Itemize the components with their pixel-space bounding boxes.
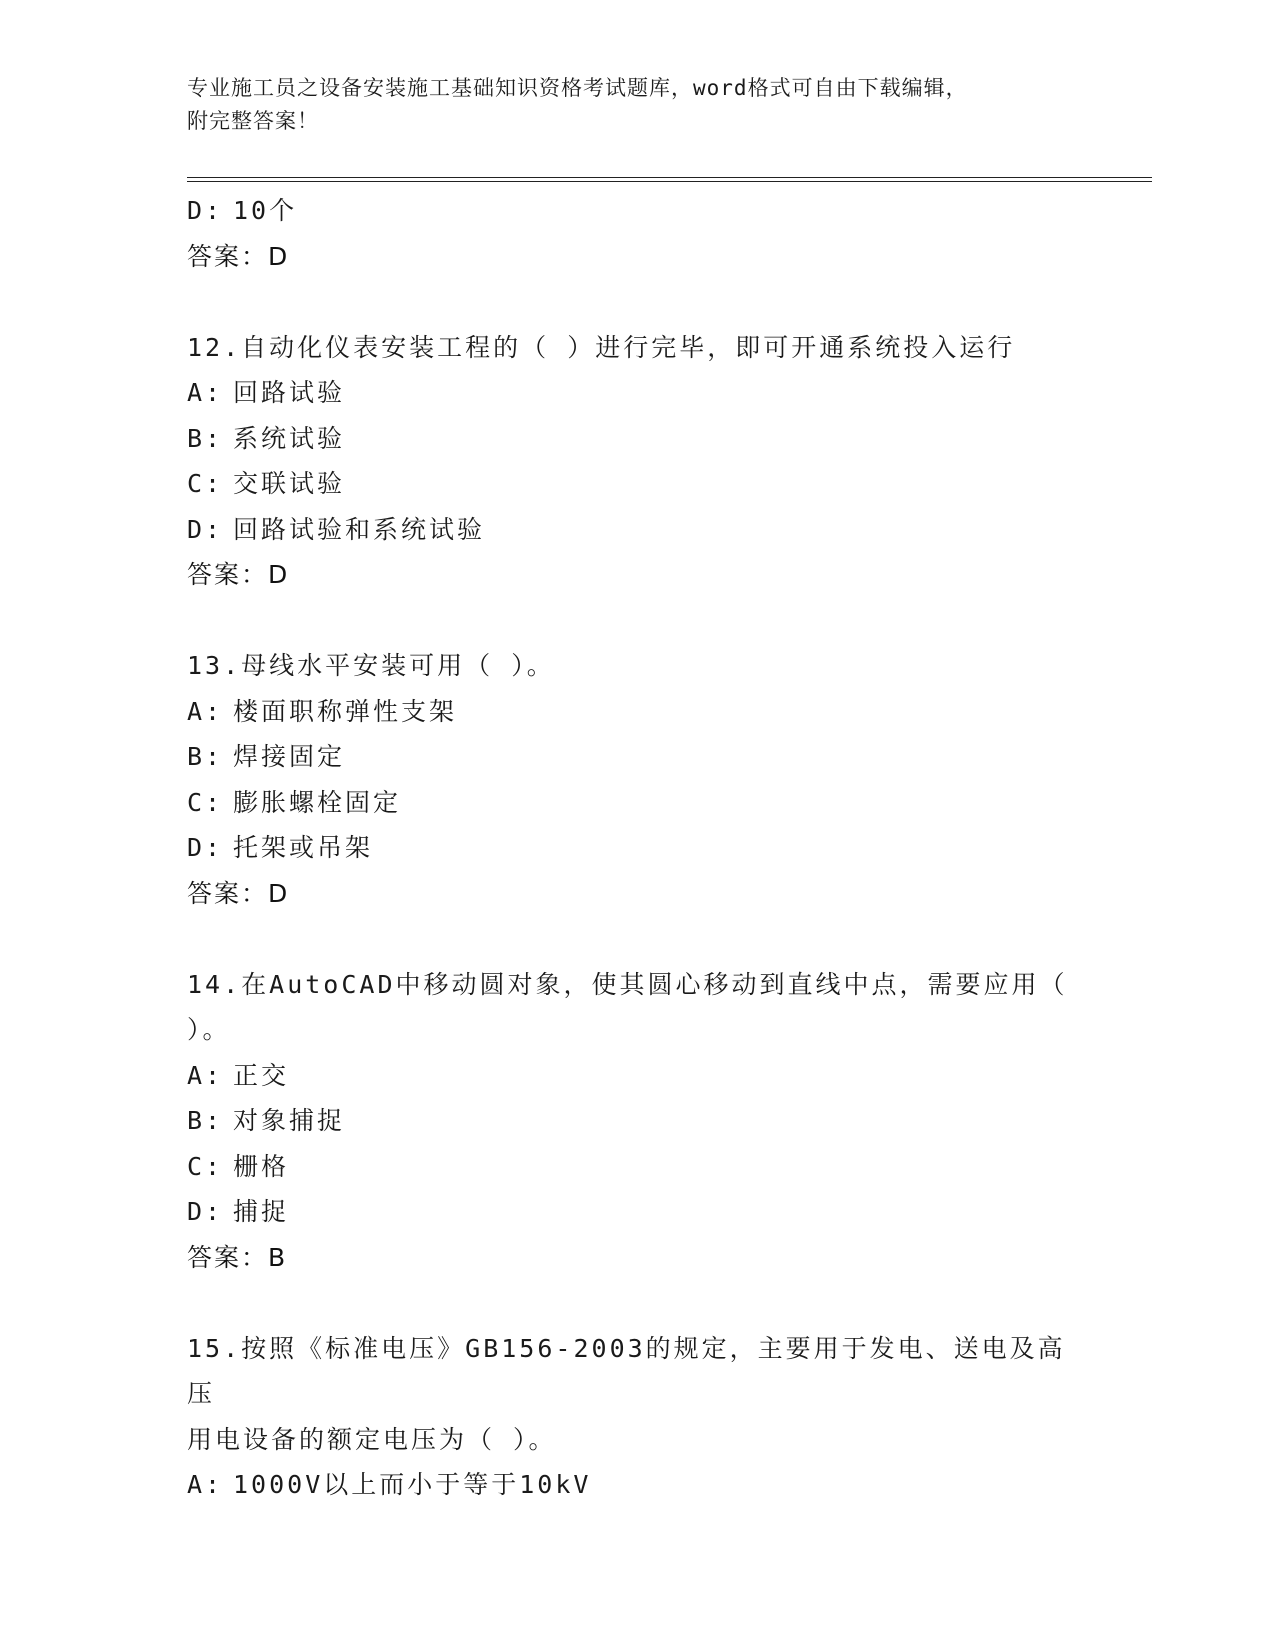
option-label: A:: [187, 1060, 224, 1090]
answer-line: 答案：D: [187, 878, 290, 908]
option-c: [187, 780, 1087, 826]
option-label: D:: [187, 833, 224, 862]
option-label: A:: [187, 1470, 224, 1499]
option-text: 焊接固定: [233, 742, 346, 771]
option-label: D:: [187, 196, 224, 225]
question-14: [187, 962, 1087, 1281]
question-stem-continued: 用电设备的额定电压为（ ）。: [187, 1424, 557, 1454]
option-text: 膨胀螺栓固定: [233, 787, 402, 817]
option-label: D:: [187, 1197, 224, 1226]
answer-line: 答案：D: [187, 560, 290, 589]
option-a: [187, 689, 1087, 735]
option-c: [187, 461, 1087, 507]
option-text: 捕捉: [233, 1197, 290, 1226]
option-text: 回路试验: [233, 378, 346, 407]
option-label: B:: [187, 423, 224, 453]
option-b: [187, 734, 1087, 780]
question-stem: 12.自动化仪表安装工程的（ ）进行完毕，即可开通系统投入运行: [187, 332, 1016, 362]
answer-line: 答案：D: [187, 241, 290, 271]
answer-line: 答案：B: [187, 1242, 288, 1272]
option-a: [187, 1462, 1087, 1508]
option-text: 托架或吊架: [233, 833, 374, 862]
option-text: 正交: [233, 1060, 290, 1090]
question-13: [187, 643, 1087, 916]
option-a: [187, 1053, 1087, 1099]
option-c: [187, 1144, 1087, 1190]
question-stem: 14.在AutoCAD中移动圆对象，使其圆心移动到直线中点，需要应用（: [187, 969, 1068, 999]
option-label: A:: [187, 696, 224, 726]
option-label: D:: [187, 514, 224, 544]
option-d: [187, 1189, 1087, 1235]
option-label: B:: [187, 742, 224, 771]
option-b: [187, 1098, 1087, 1144]
option-a: [187, 370, 1087, 416]
option-label: C:: [187, 787, 224, 817]
question-15: [187, 1326, 1087, 1508]
option-d: [187, 188, 1087, 234]
option-d: [187, 507, 1087, 553]
header-line-1: 专业施工员之设备安装施工基础知识资格考试题库，word格式可自由下载编辑，: [187, 76, 968, 100]
question-stem-continued: ）。: [187, 1015, 231, 1044]
option-text: 交联试验: [233, 469, 346, 498]
header-divider: [187, 177, 1152, 182]
option-label: C:: [187, 1151, 224, 1181]
option-text: 系统试验: [233, 423, 346, 453]
option-text: 10个: [233, 196, 298, 225]
option-text: 楼面职称弹性支架: [233, 696, 458, 726]
question-stem: 15.按照《标准电压》GB156-2003的规定，主要用于发电、送电及高压: [187, 1333, 1066, 1408]
header-line-2: 附完整答案！: [187, 109, 319, 133]
option-label: A:: [187, 378, 224, 407]
question-stem: 13.母线水平安装可用（ ）。: [187, 651, 555, 680]
option-d: [187, 825, 1087, 871]
option-label: C:: [187, 469, 224, 498]
question-content: [187, 188, 1087, 1508]
question-12: [187, 325, 1087, 598]
option-b: [187, 416, 1087, 462]
option-text: 回路试验和系统试验: [233, 514, 486, 544]
option-text: 对象捕捉: [233, 1106, 346, 1135]
document-header: [187, 72, 1067, 138]
option-text: 栅格: [233, 1151, 290, 1181]
option-label: B:: [187, 1106, 224, 1135]
option-text: 1000V以上而小于等于10kV: [233, 1470, 592, 1499]
